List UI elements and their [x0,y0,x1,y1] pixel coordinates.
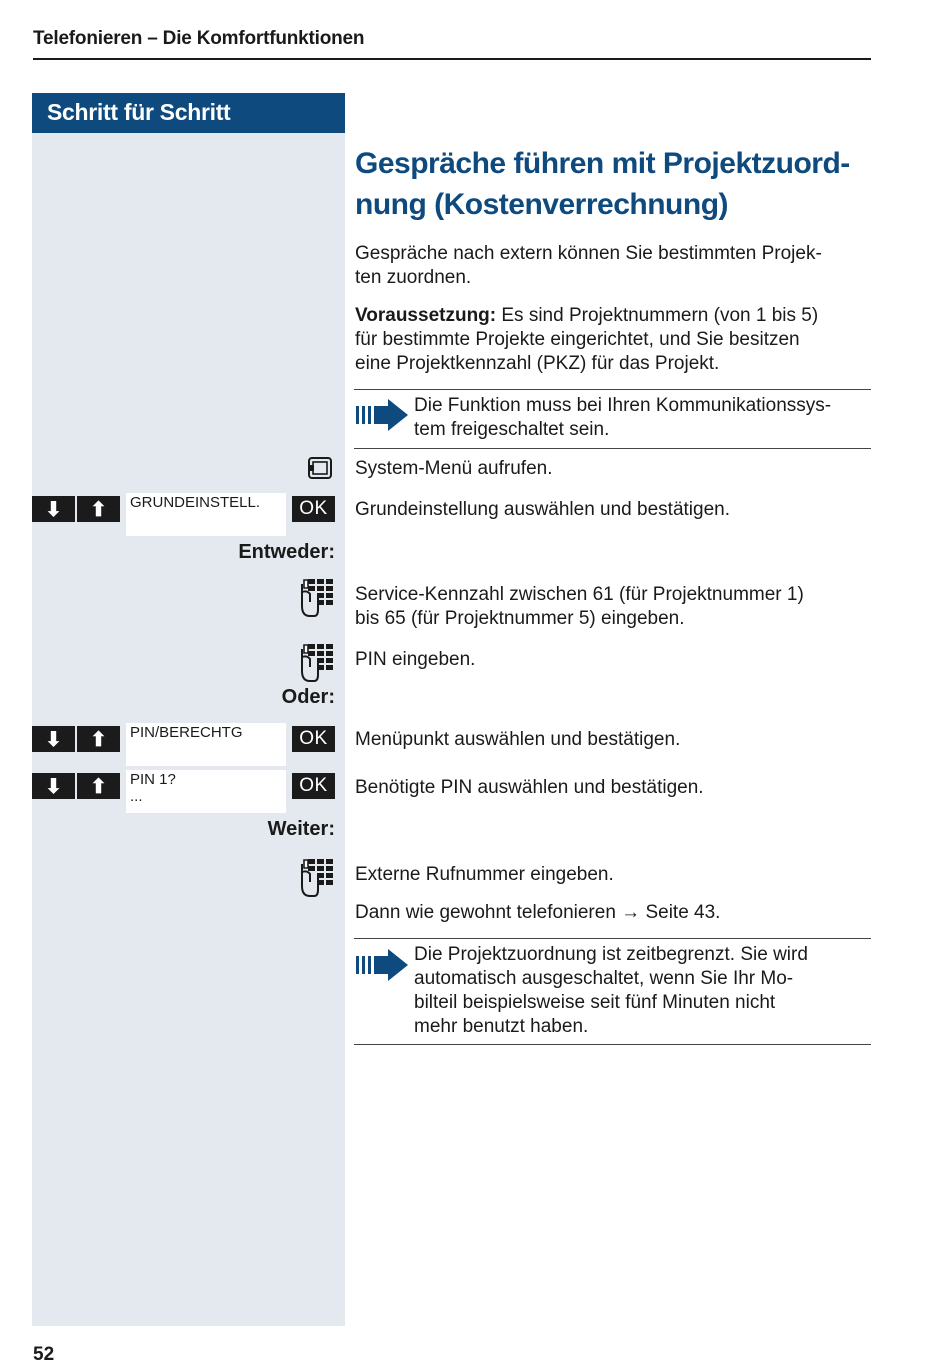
prerequisite-label: Voraussetzung: [355,305,497,326]
step-system-menu: System-Menü aufrufen. [355,458,553,479]
prerequisite-line3: eine Projektkennzahl (PKZ) für das Projekt. [355,353,720,374]
step-benoetigte-pin: Benötigte PIN auswählen und bestätigen. [355,777,704,798]
section-title-line1: Gespräche führen mit Projektzuord- [355,147,850,180]
note-rule-bottom [354,1044,871,1045]
step-menupunkt: Menüpunkt auswählen und bestätigen. [355,729,681,750]
running-header: Telefonieren – Die Komfortfunktionen [33,28,365,49]
intro-line1: Gespräche nach extern können Sie bestimmten Projek- [355,243,822,264]
label-weiter: Weiter: [267,818,335,840]
section-title-line2: nung (Kostenverrechnung) [355,188,729,221]
note-text-2 [414,943,872,1039]
menu-key-icon [307,456,333,480]
note-text-1 [414,394,872,442]
display-pin1-line: PIN 1? [130,771,176,788]
label-oder: Oder: [281,686,335,708]
arrow-down-key: ⬇ [32,773,75,799]
arrow-down-key: ⬇ [32,496,75,522]
note1-line1: Die Funktion muss bei Ihren Kommunikationssys- [414,395,832,416]
prerequisite-line2: für bestimmte Projekte eingerichtet, und Sie besitzen [355,329,800,350]
service-line2: bis 65 (für Projektnummer 5) eingeben. [355,608,685,629]
note-arrow-icon [355,948,409,982]
keypad-icon [298,643,334,683]
page-number: 52 [33,1344,55,1365]
ok-key: OK [292,726,335,752]
header-rule [33,58,871,60]
prerequisite-paragraph [355,304,871,376]
keypad-icon [298,578,334,618]
note2-line1: Die Projektzuordnung ist zeitbegrenzt. Sie wird [414,944,808,965]
note2-line3: bilteil beispielsweise seit fünf Minuten nicht [414,992,776,1013]
display-grundeinstell: GRUNDEINSTELL. [126,493,286,536]
note1-line2: tem freigeschaltet sein. [414,419,610,440]
sidebar-heading-bar [32,93,345,133]
arrow-up-key: ⬆ [77,726,120,752]
step-pin-eingeben: PIN eingeben. [355,649,476,670]
intro-line2: ten zuordnen. [355,267,472,288]
step-dann-telefonieren: Dann wie gewohnt telefonieren → Seite 43. [355,902,721,923]
note2-line2: automatisch ausgeschaltet, wenn Sie Ihr Mo- [414,968,794,989]
display-pin-berechtg: PIN/BERECHTG [126,723,286,766]
keypad-icon [298,858,334,898]
display-pin1 [126,770,286,813]
service-line1: Service-Kennzahl zwischen 61 (für Projektnummer 1) [355,584,804,605]
prerequisite-line1: Es sind Projektnummern (von 1 bis 5) [496,305,819,326]
note-arrow-icon [355,398,409,432]
arrow-down-key: ⬇ [32,726,75,752]
step-sidebar [32,93,345,1326]
label-entweder: Entweder: [238,541,335,563]
arrow-up-key: ⬆ [77,773,120,799]
ok-key: OK [292,773,335,799]
arrow-up-key: ⬆ [77,496,120,522]
note-rule-top [354,938,871,939]
note-rule-top [354,389,871,390]
section-title [355,143,875,225]
intro-paragraph [355,242,871,290]
step-externe-rufnummer: Externe Rufnummer eingeben. [355,864,614,885]
display-pin1-more: ... [130,788,143,805]
step-service-kennzahl [355,583,871,631]
sidebar-heading: Schritt für Schritt [47,99,231,125]
step-grundeinstellung: Grundeinstellung auswählen und bestätigen. [355,499,730,520]
note2-line4: mehr benutzt haben. [414,1016,589,1037]
note-rule-bottom [354,448,871,449]
ok-key: OK [292,496,335,522]
